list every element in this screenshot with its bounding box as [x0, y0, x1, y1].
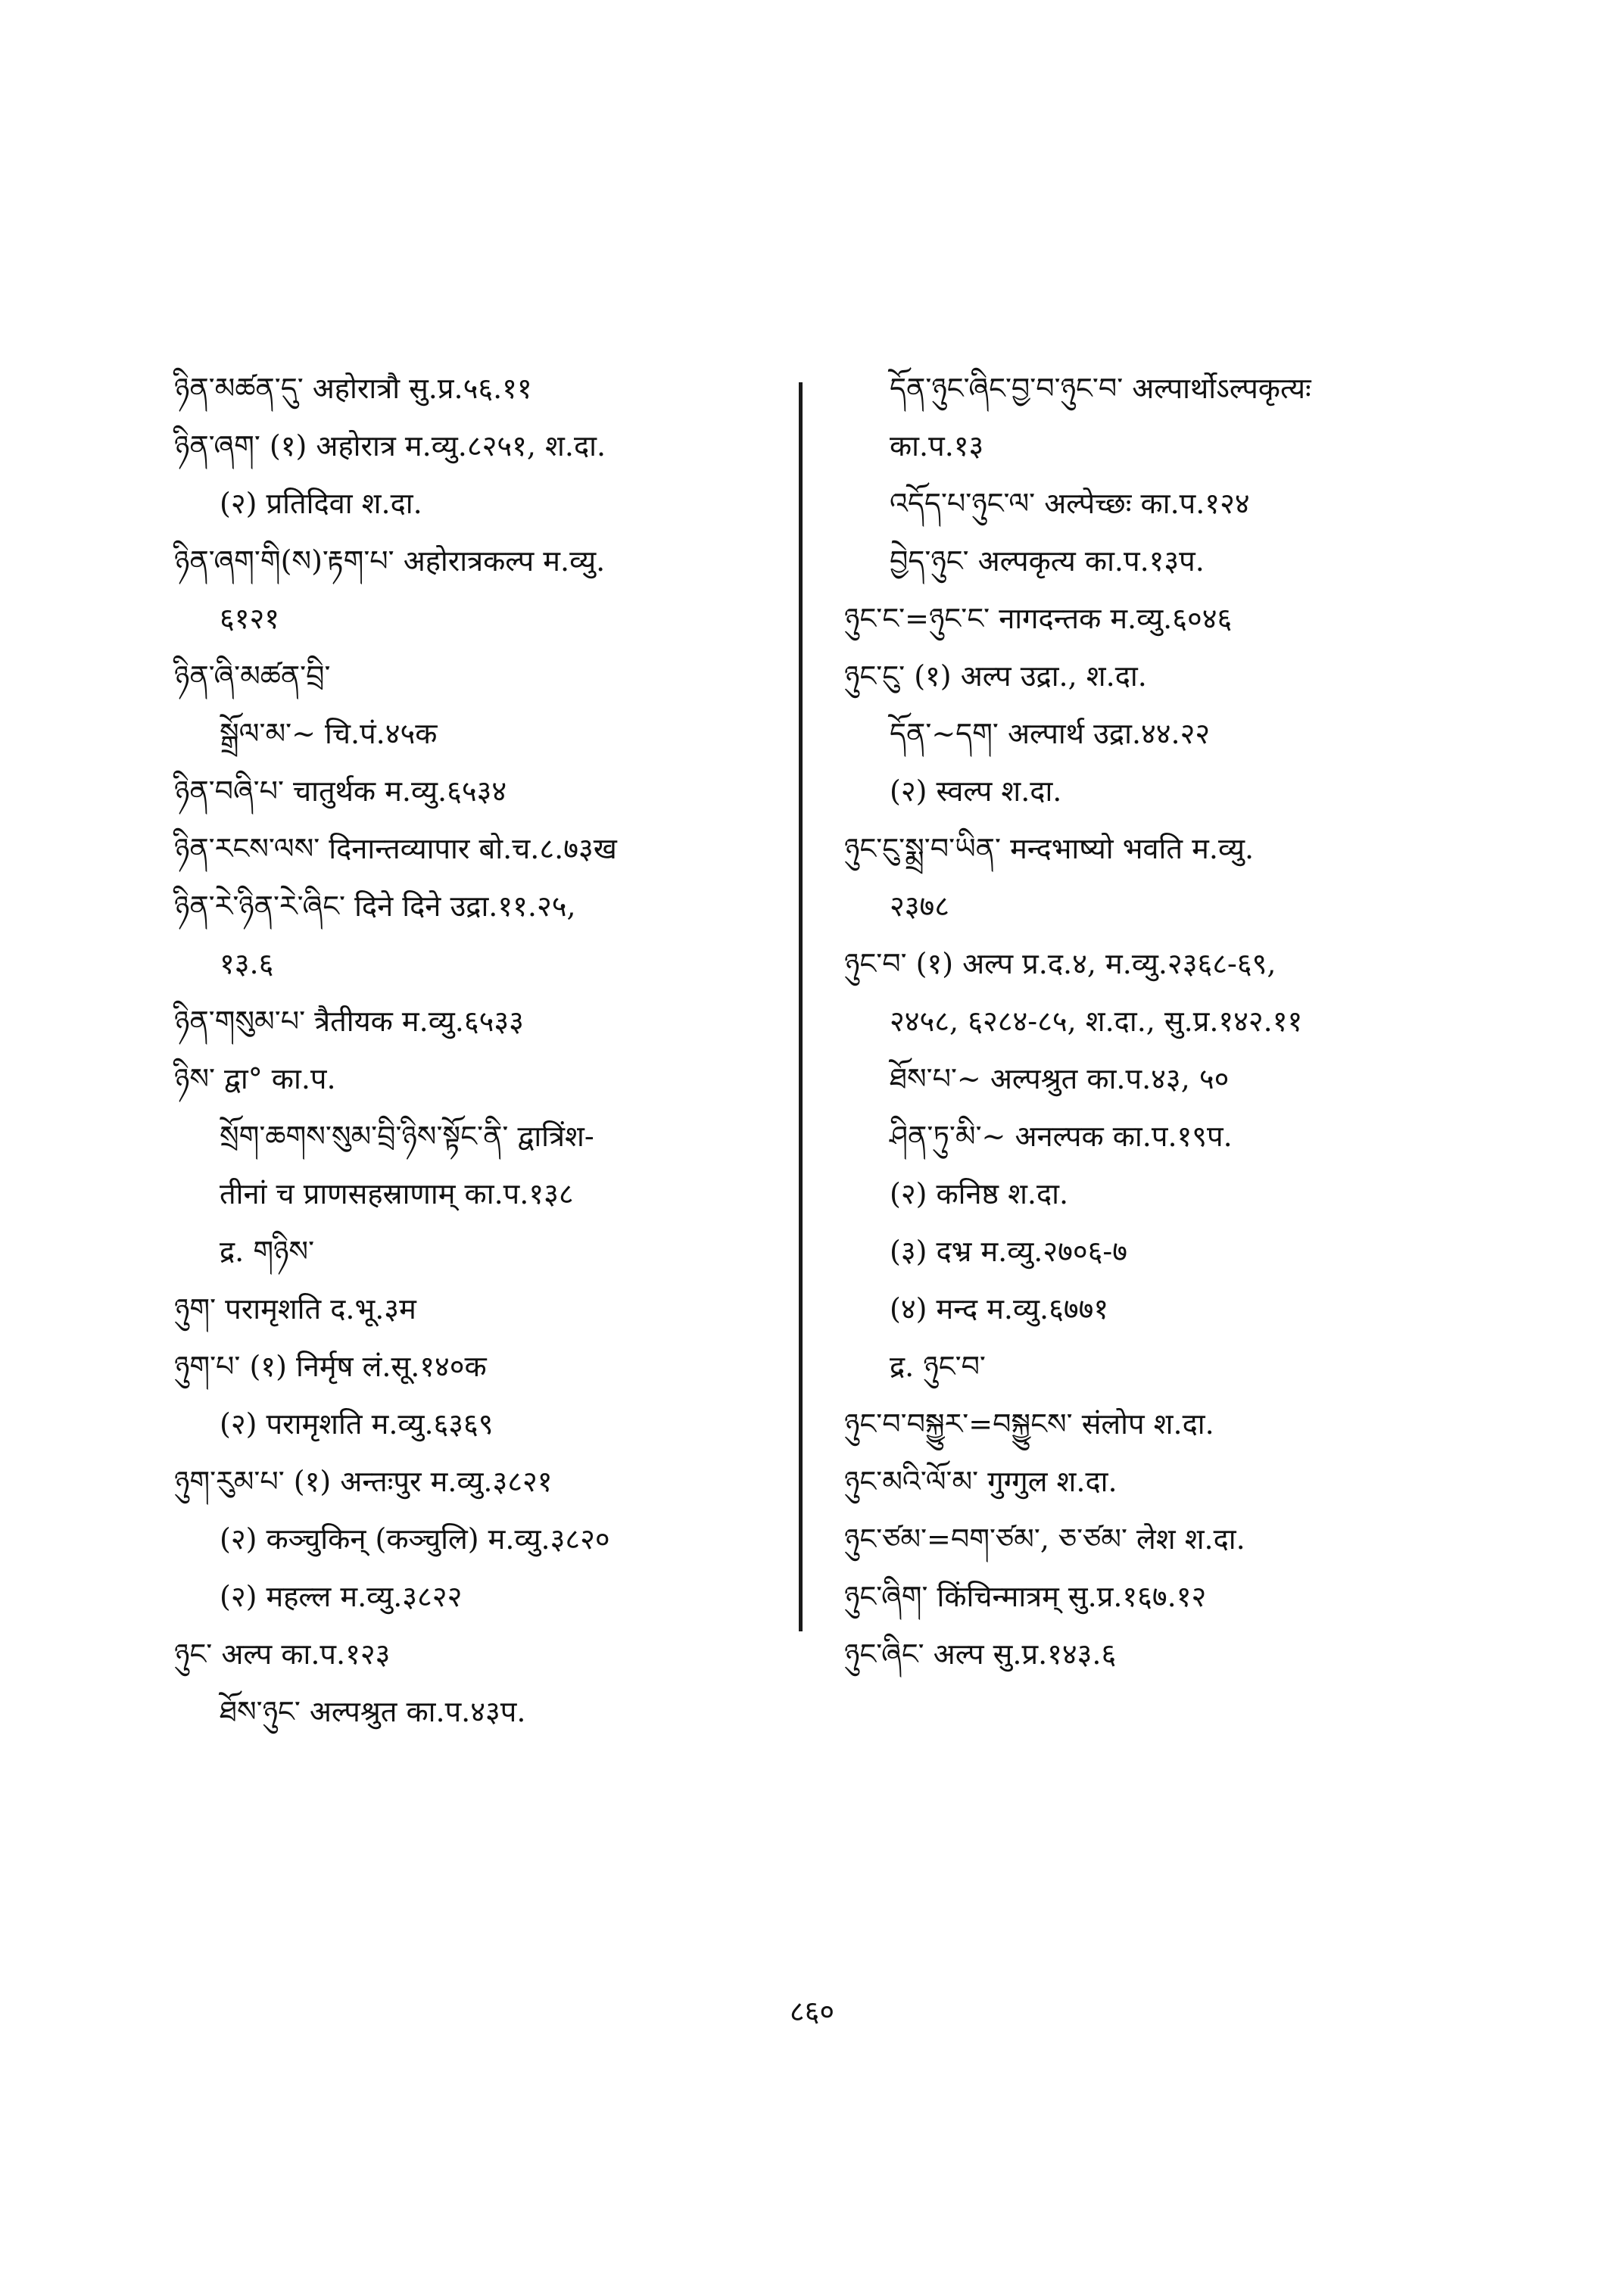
right-column: [844, 371, 1495, 1694]
entry-subsense: (२) परामृशति म.व्यु.६३६९: [220, 1407, 494, 1441]
entry-subsense: དོན་~དག་ अल्पार्थ उद्रा.४४.२२: [890, 717, 1211, 750]
entry-line: ཉུང་ངུ་སྨྲ་བ་ཡིན་ मन्दभाष्यो भवति म.व्यु.: [844, 832, 1255, 865]
page-number: ८६०: [789, 1995, 835, 2028]
entry-line: ཉུང་ང་=ཉུང་ང་ नागदन्तक म.व्यु.६०४६: [844, 602, 1233, 635]
entry-subsense: (२) प्रतिदिवा श.दा.: [220, 487, 422, 520]
entry-line: ཉིན་རངས་ལས་ दिनान्तव्यापार बो.च.८.७३ख: [174, 832, 617, 865]
entry-subsense: (२) महल्ल म.व्यु.३८२२: [220, 1580, 463, 1613]
entry-subsense: (३) दभ्र म.व्यु.२७०६-७: [890, 1235, 1128, 1268]
entry-line: ཉུང་ཞིང་ अल्प सु.प्र.१४३.६: [844, 1637, 1117, 1671]
entry-line: ཉུང་ངུ་ (१) अल्प उद्रा., श.दा.: [844, 659, 1147, 693]
entry-subsense: དོན་ཉུང་ཞིང་བྱ་བ་ཉུང་བ་ अल्पार्थोऽल्पकृत्यः: [890, 372, 1311, 405]
entry-continuation: तीनां च प्राणसहस्राणाम् का.प.१३८: [220, 1177, 574, 1210]
entry-continuation: का.प.१३: [890, 429, 984, 463]
entry-line: ཉུག་པ་ (१) निर्मृष लं.सू.१४०क: [174, 1350, 487, 1383]
entry-subsense: (२) कनिष्ठ श.दा.: [890, 1177, 1069, 1210]
entry-line: ཉུང་ अल्प का.प.१२३: [174, 1637, 391, 1671]
entry-subsense: ཐོས་ཉུང་ अल्पश्रुत का.प.४३प.: [220, 1695, 526, 1728]
cross-reference: द्र. གཉིས་: [220, 1235, 315, 1268]
entry-line: ཉིན་ཞག་གི(ས)་རྟག་པ་ अहोरात्रकल्प म.व्यु.: [174, 544, 606, 578]
entry-line: ཉུག་རུམ་པ་ (१) अन्तःपुर म.व्यु.३८२१: [174, 1465, 553, 1498]
entry-line: ཉིན་རེ་ཉིན་རེ་ཞིང་ दिने दिने उद्रा.११.२५,: [174, 889, 576, 923]
entry-subsense: (२) कञ्चुकिन् (कञ्चुलि) म.व्यु.३८२०: [220, 1522, 610, 1556]
entry-continuation: १३.६: [220, 947, 274, 980]
entry-subsense: བྱེད་ཉུང་ अल्पकृत्य का.प.१३प.: [890, 544, 1205, 578]
entry-subsense: ཐོས་པ་~ अल्पश्रुत का.प.४३, ५०: [890, 1062, 1230, 1095]
entry-line: ཉིན་ཞག་ (१) अहोरात्र म.व्यु.८२५१, श.दा.: [174, 429, 606, 463]
entry-line: ཉུག་ परामृशति द.भू.३म: [174, 1292, 416, 1326]
entry-subsense: སྲོག་ཆགས་སུམ་བྲི་ཉིས་སྟོང་ནི་ द्वात्रिंश-: [220, 1120, 594, 1153]
cross-reference: द्र. ཉུང་བ་: [890, 1350, 986, 1383]
entry-continuation: २४५८, ६२८४-८५, श.दा., सु.प्र.१४२.११: [890, 1005, 1303, 1038]
entry-subsense: (२) स्वल्प श.दा.: [890, 774, 1062, 808]
entry-line: ཉུང་ཙམ་=བག་ཙམ་, ཅ་ཙམ་ लेश श.दा.: [844, 1522, 1245, 1556]
entry-line: ཉུང་མའི་ལོ་མ་ गुग्गुल श.दा.: [844, 1465, 1117, 1498]
entry-line: ཉིན་བཞི་པ་ चातुर्थक म.व्यु.६५३४: [174, 774, 507, 808]
entry-line: ཉུང་ཞིག་ किंचिन्मात्रम् सु.प्र.१६७.१२: [844, 1580, 1207, 1613]
entry-continuation: २३७८: [890, 889, 950, 923]
entry-line: ཉིན་ཞི་མཚན་བྲི་: [174, 659, 331, 693]
left-column: [174, 371, 803, 1752]
entry-subsense: (४) मन्द म.व्यु.६७७१: [890, 1292, 1109, 1326]
entry-continuation: ६१२१: [220, 602, 280, 635]
entry-line: ཉིན་གསུམ་པ་ त्रैतीयक म.व्यु.६५३३: [174, 1005, 524, 1038]
entry-line: ཉིས་ द्वा° का.प.: [174, 1062, 336, 1095]
entry-subsense: འདོད་པ་ཉུང་ལ་ अल्पेच्छः का.प.१२४: [890, 487, 1250, 520]
entry-line: ཉུང་བ་ (१) अल्प प्र.द.४, म.व्यु.२३६८-६९,: [844, 947, 1276, 980]
entry-subsense: ཤིན་ཏུ་མི་~ अनल्पक का.प.१९प.: [890, 1120, 1233, 1153]
entry-line: ཉུང་བ་བསྐྱུར་=བསྐྱུངས་ संलोप श.दा.: [844, 1407, 1214, 1441]
column-divider: [799, 382, 803, 1631]
entry-subsense: སྒྲོལ་མ་~ चि.पं.४५क: [220, 717, 438, 750]
entry-line: ཉིན་མཚན་དུ་ अहोरात्रौ सु.प्र.५६.११: [174, 372, 532, 405]
